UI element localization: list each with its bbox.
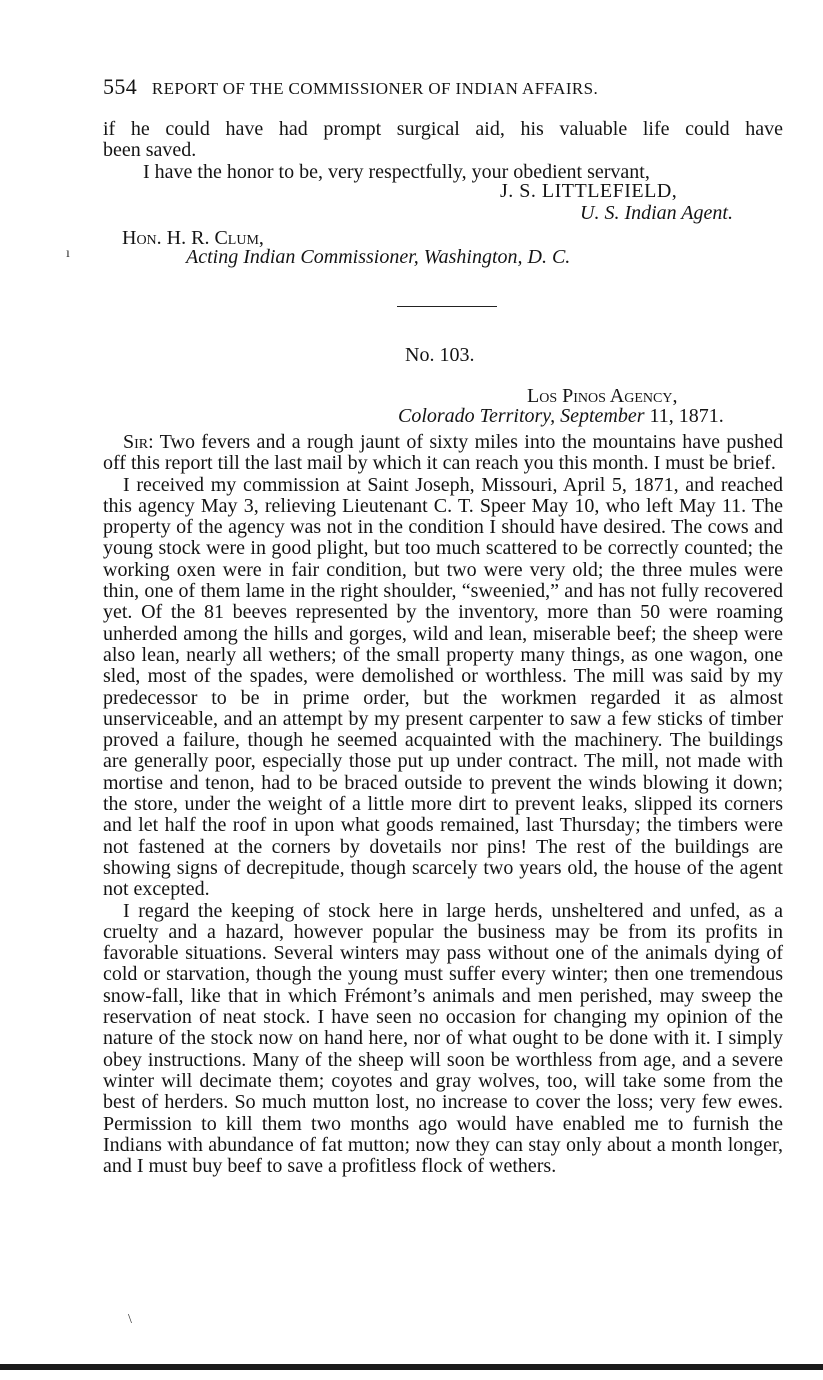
closing-paragraph xyxy=(103,119,783,183)
signoff: I have the honor to be, very respectfully, your obedient servant, xyxy=(143,160,650,183)
letter-body xyxy=(103,432,783,1177)
agency-place: Los Pinos Agency, xyxy=(527,385,678,407)
document-number: No. 103. xyxy=(405,344,475,366)
paragraph-3: I regard the keeping of stock here in large herds, unsheltered and unfed, as a cruelty and a hazard, however popular the business may be from its profits in favorable situations. Several winters may pass without one of the animals dying of cold or starvation, though the young must suffer every winter; then one tremendous snow-fall, like that in which Frémont’s animals and men perished, may sweep the reservation of neat stock. I have seen no occasion for changing my opinion of the nature of the stock now on hand here, nor of what ought to be done with it. I simply obey instructions. Many of the sheep will soon be worthless from age, and a severe winter will decimate them; coyotes and gray wolves, too, will take some from the best of herders. So much mutton lost, no increase to cover the loss; very few ewes. Permission to kill them two months ago would have enabled me to furnish the Indians with abundance of fat mutton; now they can stay only about a month longer, and I must buy beef to save a profitless flock of wethers. xyxy=(103,899,783,1178)
dateline-place: Colorado Territory, September xyxy=(398,405,645,427)
bottom-border xyxy=(0,1364,823,1370)
dateline-date: 11, 1871. xyxy=(649,405,724,427)
dateline xyxy=(398,405,724,428)
closing-line-1: if he could have had prompt surgical aid, his valuable life could have xyxy=(103,118,783,140)
running-head: REPORT OF THE COMMISSIONER OF INDIAN AFFAIRS. xyxy=(151,79,599,98)
addressee-title: Acting Indian Commissioner, Washington, D. C. xyxy=(186,246,571,268)
signer-name: J. S. LITTLEFIELD, xyxy=(500,180,678,202)
paragraph-2: I received my commission at Saint Joseph, Missouri, April 5, 1871, and reached this agency May 3, relieving Lieutenant C. T. Speer May 10, who left May 11. The property of the agency was not in the condition I should have desired. The cows and young stock were in good plight, but too much scattered to be correctly counted; the working oxen were in fair condition, but two were very old; the three mules were thin, one of them lame in the right shoulder, “sweenied,” and has not fully recovered yet. Of the 81 beeves represented by the inventory, more than 50 were roaming unherded among the hills and gorges, wild and lean, miserable beef; the sheep were also lean, nearly all wethers; of the small property many things, as one wagon, one sled, most of the spades, were demolished or worthless. The mill was said by my predecessor to be in prime order, but the workmen regarded it as almost unserviceable, and an attempt by my present carpenter to saw a few sticks of timber proved a failure, though he seemed acquainted with the machinery. The buildings are generally poor, especially those put up under contract. The mill, not made with mortise and tenon, had to be braced outside to prevent the winds blowing it down; the store, under the weight of a little more dirt to prevent leaks, slipped its corners and let half the roof in upon what goods remained, last Thursday; the timbers were not fastened at the corners by dovetails nor pins! The rest of the buildings are showing signs of decrepitude, though scarcely two years old, the house of the agent not excepted. xyxy=(103,473,783,901)
salutation: Sir xyxy=(123,431,149,453)
paragraph-1-text: : Two fevers and a rough jaunt of sixty miles into the mountains have pushed off this report till the last mail by which it can reach you this month. I must be brief. xyxy=(103,431,783,475)
signer-title: U. S. Indian Agent. xyxy=(580,202,733,224)
margin-mark: ı xyxy=(66,246,70,261)
page-header xyxy=(103,74,753,104)
paragraph-1 xyxy=(103,432,783,475)
closing-line-2: been saved. xyxy=(103,139,197,162)
section-divider xyxy=(397,306,497,307)
addressee: Hon. H. R. Clum, xyxy=(122,227,264,249)
page-number: 554 xyxy=(103,74,138,99)
stray-mark: \ xyxy=(128,1312,132,1327)
